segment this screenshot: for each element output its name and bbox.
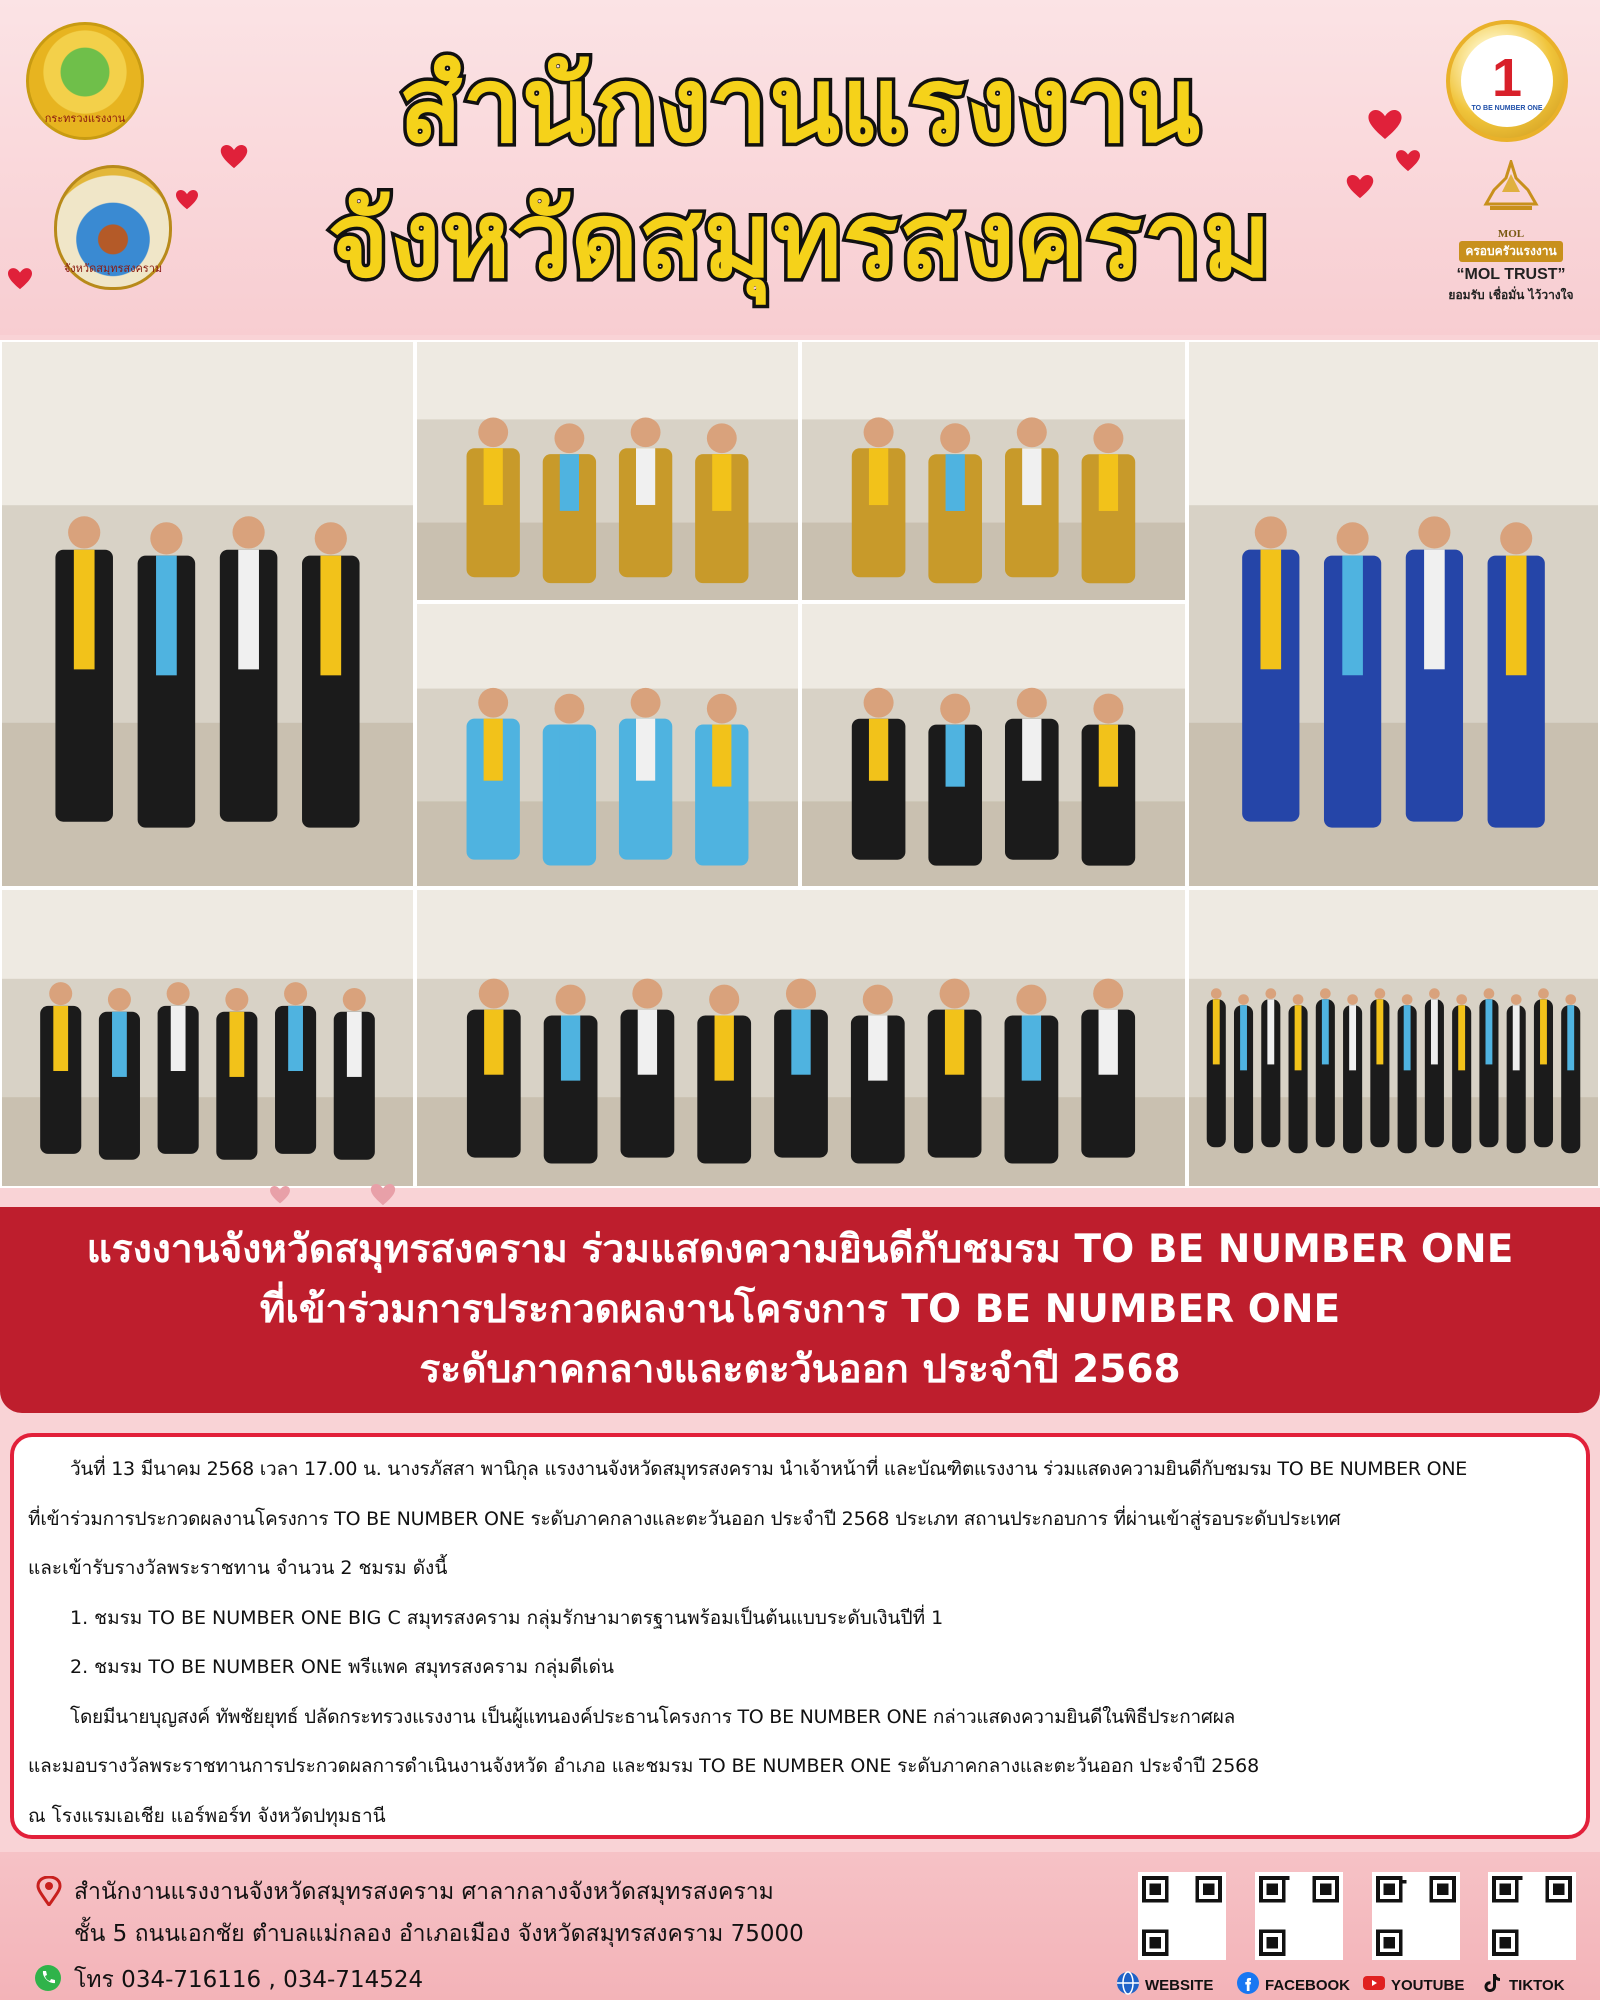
mol-label: MOL — [1497, 228, 1525, 240]
headline-line2: ที่เข้าร่วมการประกวดผลงานโครงการ TO BE NUMBER ONE — [259, 1287, 1341, 1332]
social-link-label: YOUTUBE — [1391, 1976, 1465, 1994]
photo-seated-audience-row — [800, 602, 1187, 888]
heart-icon — [1396, 150, 1420, 172]
ministry-seal-text: กระทรวงแรงงาน — [44, 112, 126, 125]
body-paragraph2-line1: โดยมีนายบุญสงค์ ทัพชัยยุทธ์ ปลัดกระทรวงแรงงาน เป็นผู้แทนองค์ประธานโครงการ TO BE NUMBER ONE กล่าวแสดงความยินดีในพิธีประกาศผล — [70, 1705, 1235, 1728]
qr-code[interactable] — [1255, 1872, 1343, 1960]
headline-banner — [0, 1207, 1600, 1413]
news-body — [10, 1433, 1590, 1839]
tiktok-icon — [1480, 1971, 1504, 1999]
photo-standing-audience — [0, 888, 415, 1188]
qr-code[interactable] — [1488, 1872, 1576, 1960]
page-footer — [0, 1852, 1600, 2000]
headline-line1: แรงงานจังหวัดสมุทรสงคราม ร่วมแสดงความยินดีกับชมรม TO BE NUMBER ONE — [86, 1227, 1514, 1272]
heart-icon — [370, 1184, 396, 1206]
facebook-icon — [1236, 1971, 1260, 1999]
social-link-label: TIKTOK — [1509, 1976, 1565, 1994]
social-link-label: WEBSITE — [1145, 1976, 1214, 1994]
heart-icon — [8, 268, 32, 290]
qr-code[interactable] — [1138, 1872, 1226, 1960]
heart-icon — [270, 1186, 290, 1204]
location-pin-icon — [36, 1876, 62, 1906]
heart-icon — [220, 145, 248, 169]
mol-trust-text: “MOL TRUST” — [1456, 266, 1566, 283]
youtube-icon — [1362, 1971, 1386, 1999]
page-header — [0, 0, 1600, 335]
phone-number: โทร 034-716116 , 034-714524 — [74, 1967, 424, 1993]
address-line2: ชั้น 5 ถนนเอกชัย ตำบลแม่กลอง อำเภอเมือง จังหวัดสมุทรสงคราม 75000 — [74, 1921, 804, 1947]
temple-roof-icon — [1476, 160, 1546, 224]
page-title-line2: จังหวัดสมุทรสงคราม — [327, 179, 1273, 301]
photo-ceremony-altar-1 — [415, 340, 800, 602]
photo-speaker-podium — [1187, 340, 1600, 888]
page-title-line1: สำนักงานแรงงาน — [398, 44, 1202, 166]
social-link-website[interactable] — [1116, 1972, 1213, 1998]
photo-woman-seated — [0, 340, 415, 888]
globe-icon — [1116, 1971, 1140, 1999]
body-paragraph1-line2: ที่เข้าร่วมการประกวดผลงานโครงการ TO BE NUMBER ONE ระดับภาคกลางและตะวันออก ประจำปี 2568 ประเภท สถานประกอบการ ที่ผ่านเข้าสู่รอบระดับประเทศ — [28, 1507, 1341, 1530]
photo-ceremony-altar-2 — [800, 340, 1187, 602]
province-seal-text: จังหวัดสมุทรสงคราม — [63, 262, 163, 275]
heart-icon — [1346, 175, 1374, 199]
badge-tag: TO BE NUMBER ONE — [1471, 104, 1543, 112]
ministry-of-labour-seal — [26, 22, 144, 140]
address-line1: สำนักงานแรงงานจังหวัดสมุทรสงคราม ศาลากลางจังหวัดสมุทรสงคราม — [74, 1879, 774, 1905]
body-paragraph2-line2: และมอบรางวัลพระราชทานการประกวดผลการดำเนินงานจังหวัด อำเภอ และชมรม TO BE NUMBER ONE ระดับภาคกลางและตะวันออก ประจำปี 2568 — [28, 1755, 1260, 1777]
social-link-label: FACEBOOK — [1265, 1976, 1351, 1994]
mol-family-label: ครอบครัวแรงงาน — [1459, 241, 1562, 262]
heart-icon — [176, 190, 198, 210]
body-paragraph2-line3: ณ โรงแรมเอเชีย แอร์พอร์ท จังหวัดปทุมธานี — [28, 1804, 386, 1827]
body-paragraph1-line3: และเข้ารับรางวัลพระราชทาน จำนวน 2 ชมรม ดังนี้ — [28, 1557, 448, 1579]
social-link-youtube[interactable] — [1362, 1972, 1464, 1998]
body-list-item2: 2. ชมรม TO BE NUMBER ONE พรีแพค สมุทรสงคราม กลุ่มดีเด่น — [70, 1656, 614, 1678]
province-seal — [54, 165, 172, 290]
photo-group-thumbs-up — [415, 888, 1187, 1188]
headline-line3: ระดับภาคกลางและตะวันออก ประจำปี 2568 — [419, 1347, 1181, 1392]
body-list-item1: 1. ชมรม TO BE NUMBER ONE BIG C สมุทรสงคราม กลุ่มรักษามาตรฐานพร้อมเป็นต้นแบบระดับเงินปีที่ 1 — [70, 1606, 944, 1629]
social-link-tiktok[interactable] — [1480, 1972, 1565, 1998]
qr-code[interactable] — [1372, 1872, 1460, 1960]
badge-number: 1 — [1491, 47, 1523, 108]
photo-hall-audience — [1187, 888, 1600, 1188]
mol-motto-text: ยอมรับ เชื่อมั่น ไว้วางใจ — [1448, 288, 1574, 302]
phone-icon — [34, 1964, 62, 1992]
photo-certificate-group — [415, 602, 800, 888]
heart-icon — [1368, 110, 1402, 140]
body-paragraph1-line1: วันที่ 13 มีนาคม 2568 เวลา 17.00 น. นางรภัสสา พานิกุล แรงงานจังหวัดสมุทรสงคราม นำเจ้าหน้าที่ และบัณฑิตแรงงาน ร่วมแสดงความยินดีกับชมรม TO BE NUMBER ONE — [70, 1458, 1468, 1480]
mol-trust-logo — [1436, 160, 1586, 320]
social-link-facebook[interactable] — [1236, 1972, 1350, 1998]
to-be-number-one-badge — [1446, 20, 1568, 142]
